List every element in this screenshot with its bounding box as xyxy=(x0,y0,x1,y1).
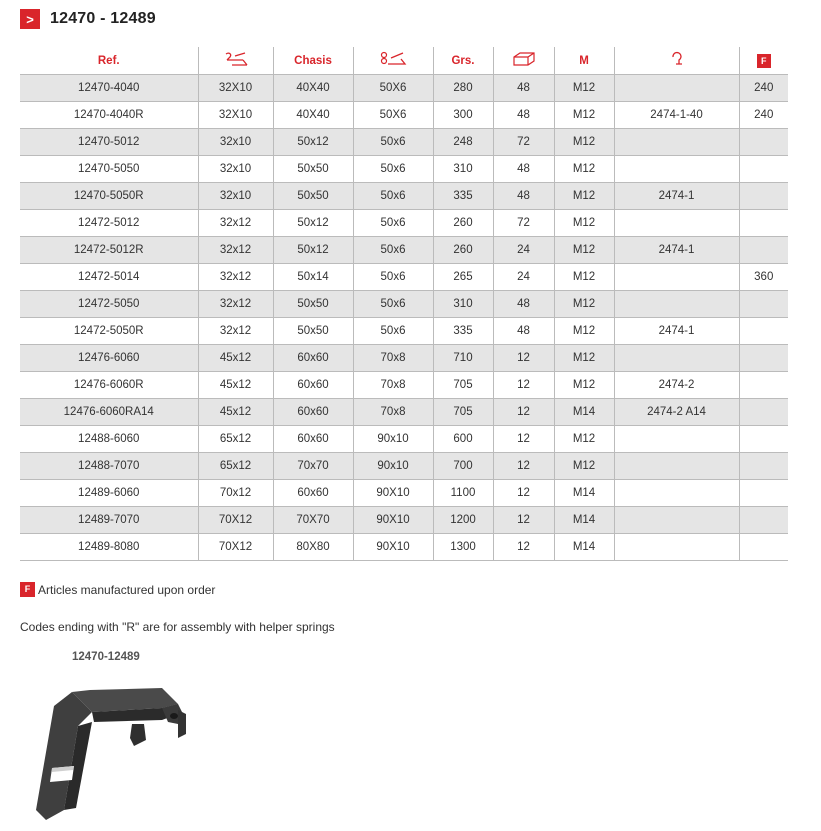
table-cell: 2474-1 xyxy=(614,318,739,345)
table-cell: 2474-2 A14 xyxy=(614,399,739,426)
table-cell: 265 xyxy=(433,264,493,291)
table-row xyxy=(20,534,788,561)
table-cell: 70x12 xyxy=(198,480,273,507)
table-cell: 50x50 xyxy=(273,318,353,345)
table-cell: 260 xyxy=(433,210,493,237)
table-row xyxy=(20,156,788,183)
table-cell xyxy=(739,372,788,399)
table-cell: 72 xyxy=(493,210,554,237)
table-cell: M12 xyxy=(554,291,614,318)
table-cell: 60x60 xyxy=(273,345,353,372)
table-cell: 50x6 xyxy=(353,129,433,156)
page-title: 12470 - 12489 xyxy=(50,10,156,27)
table-cell: 70x8 xyxy=(353,399,433,426)
page-header xyxy=(20,8,156,30)
table-cell: 12488-7070 xyxy=(20,453,198,480)
chevron-right-icon[interactable]: > xyxy=(20,9,40,29)
table-cell: 50x6 xyxy=(353,264,433,291)
table-cell: 12476-6060RA14 xyxy=(20,399,198,426)
table-cell xyxy=(614,345,739,372)
table-cell: 705 xyxy=(433,372,493,399)
table-cell: 90X10 xyxy=(353,480,433,507)
table-cell: 710 xyxy=(433,345,493,372)
table-cell xyxy=(739,534,788,561)
table-cell: 600 xyxy=(433,426,493,453)
table-cell: 32x12 xyxy=(198,264,273,291)
table-cell: 32x10 xyxy=(198,129,273,156)
table-cell: 360 xyxy=(739,264,788,291)
table-cell: M12 xyxy=(554,318,614,345)
table-cell: 12472-5050 xyxy=(20,291,198,318)
table-cell: 12472-5012 xyxy=(20,210,198,237)
table-cell xyxy=(614,426,739,453)
table-cell: 32x12 xyxy=(198,237,273,264)
table-cell xyxy=(739,237,788,264)
table-cell xyxy=(614,156,739,183)
table-cell: M12 xyxy=(554,183,614,210)
table-cell: 50x6 xyxy=(353,183,433,210)
bracket-dimension-icon xyxy=(223,51,249,70)
table-cell: 32X10 xyxy=(198,75,273,102)
table-cell: 50x50 xyxy=(273,183,353,210)
table-cell: M12 xyxy=(554,129,614,156)
table-row xyxy=(20,102,788,129)
table-cell: 50x12 xyxy=(273,129,353,156)
order-badge: F xyxy=(20,582,35,597)
column-header-icon xyxy=(614,47,739,75)
table-cell: 12470-5012 xyxy=(20,129,198,156)
table-cell: 12 xyxy=(493,372,554,399)
table-cell: M12 xyxy=(554,264,614,291)
table-cell: 12 xyxy=(493,426,554,453)
table-cell: 12 xyxy=(493,453,554,480)
table-cell: 12488-6060 xyxy=(20,426,198,453)
table-cell: 50x6 xyxy=(353,156,433,183)
table-row xyxy=(20,183,788,210)
table-cell: M12 xyxy=(554,345,614,372)
table-cell: 12470-4040 xyxy=(20,75,198,102)
table-row xyxy=(20,210,788,237)
table-cell: 70x70 xyxy=(273,453,353,480)
table-cell: 45x12 xyxy=(198,372,273,399)
table-cell: 12472-5012R xyxy=(20,237,198,264)
table-cell: 70x8 xyxy=(353,372,433,399)
table-cell: 32x10 xyxy=(198,183,273,210)
table-cell: 48 xyxy=(493,75,554,102)
bracket-product-image xyxy=(28,680,198,820)
table-cell: 2474-1-40 xyxy=(614,102,739,129)
table-cell: 60x60 xyxy=(273,480,353,507)
table-row xyxy=(20,129,788,156)
table-cell: 700 xyxy=(433,453,493,480)
table-cell: 248 xyxy=(433,129,493,156)
table-cell xyxy=(739,507,788,534)
table-cell xyxy=(739,291,788,318)
table-cell: 70x8 xyxy=(353,345,433,372)
table-cell xyxy=(614,75,739,102)
table-cell: 48 xyxy=(493,291,554,318)
table-cell: 1300 xyxy=(433,534,493,561)
table-cell: M12 xyxy=(554,75,614,102)
table-cell: 45x12 xyxy=(198,345,273,372)
table-cell: M12 xyxy=(554,210,614,237)
table-cell: 32x12 xyxy=(198,291,273,318)
column-header-icon xyxy=(353,47,433,75)
table-cell: 72 xyxy=(493,129,554,156)
image-caption: 12470-12489 xyxy=(72,651,140,663)
table-cell: 40X40 xyxy=(273,75,353,102)
table-cell: 80X80 xyxy=(273,534,353,561)
table-cell: 50x6 xyxy=(353,237,433,264)
table-cell: 12 xyxy=(493,480,554,507)
table-cell: 60x60 xyxy=(273,372,353,399)
table-cell xyxy=(614,534,739,561)
column-header-badge xyxy=(739,47,788,75)
table-cell xyxy=(739,426,788,453)
table-cell: M14 xyxy=(554,399,614,426)
table-cell: 1200 xyxy=(433,507,493,534)
spec-table xyxy=(20,47,788,561)
table-row xyxy=(20,453,788,480)
table-cell: 335 xyxy=(433,318,493,345)
table-cell: 70X12 xyxy=(198,534,273,561)
table-cell: 32x10 xyxy=(198,156,273,183)
table-cell: 70X70 xyxy=(273,507,353,534)
table-cell: 12472-5014 xyxy=(20,264,198,291)
column-header: Chasis xyxy=(273,47,353,75)
table-cell: 50x12 xyxy=(273,237,353,264)
table-cell: 12 xyxy=(493,399,554,426)
clip-hook-icon xyxy=(669,51,685,70)
table-cell: 90X10 xyxy=(353,534,433,561)
table-cell: 12472-5050R xyxy=(20,318,198,345)
table-cell: M12 xyxy=(554,453,614,480)
table-cell: 50x6 xyxy=(353,210,433,237)
table-cell xyxy=(739,210,788,237)
table-row xyxy=(20,372,788,399)
table-cell: 260 xyxy=(433,237,493,264)
table-cell xyxy=(739,183,788,210)
table-cell: 70X12 xyxy=(198,507,273,534)
table-cell: 240 xyxy=(739,102,788,129)
table-cell xyxy=(614,291,739,318)
table-cell: 2474-1 xyxy=(614,237,739,264)
table-row xyxy=(20,345,788,372)
table-cell: 300 xyxy=(433,102,493,129)
table-cell: 48 xyxy=(493,318,554,345)
helper-springs-note: Codes ending with "R" are for assembly with helper springs xyxy=(20,620,335,634)
table-cell: 335 xyxy=(433,183,493,210)
table-cell: 24 xyxy=(493,237,554,264)
table-cell: 2474-2 xyxy=(614,372,739,399)
column-header: M xyxy=(554,47,614,75)
table-cell: M12 xyxy=(554,156,614,183)
table-row xyxy=(20,426,788,453)
box-package-icon xyxy=(512,51,536,70)
order-badge: F xyxy=(757,54,771,68)
table-cell: M14 xyxy=(554,534,614,561)
table-cell xyxy=(739,399,788,426)
table-cell: M14 xyxy=(554,507,614,534)
column-header-icon xyxy=(198,47,273,75)
table-cell: 1100 xyxy=(433,480,493,507)
table-cell: 45x12 xyxy=(198,399,273,426)
table-cell: 50x50 xyxy=(273,156,353,183)
table-cell xyxy=(739,129,788,156)
table-cell: 310 xyxy=(433,291,493,318)
table-cell xyxy=(614,264,739,291)
spring-dimension-icon xyxy=(379,51,407,70)
table-cell: 705 xyxy=(433,399,493,426)
table-cell: 60x60 xyxy=(273,426,353,453)
table-cell: 65x12 xyxy=(198,453,273,480)
table-row xyxy=(20,237,788,264)
table-cell: 90x10 xyxy=(353,453,433,480)
table-cell xyxy=(614,129,739,156)
table-row xyxy=(20,264,788,291)
table-header-row xyxy=(20,47,788,75)
table-cell: M12 xyxy=(554,426,614,453)
table-cell: 240 xyxy=(739,75,788,102)
table-cell: 12476-6060R xyxy=(20,372,198,399)
table-cell: 12476-6060 xyxy=(20,345,198,372)
table-cell: 50x14 xyxy=(273,264,353,291)
table-row xyxy=(20,75,788,102)
table-cell: 90x10 xyxy=(353,426,433,453)
table-cell: 12470-5050R xyxy=(20,183,198,210)
table-body xyxy=(20,75,788,561)
table-row xyxy=(20,480,788,507)
order-note-text: Articles manufactured upon order xyxy=(38,582,216,597)
table-cell xyxy=(614,453,739,480)
table-cell: M14 xyxy=(554,480,614,507)
table-cell: 12 xyxy=(493,534,554,561)
table-cell: M12 xyxy=(554,372,614,399)
table-cell: 280 xyxy=(433,75,493,102)
table-cell: 50x12 xyxy=(273,210,353,237)
column-header: Grs. xyxy=(433,47,493,75)
table-cell: M12 xyxy=(554,237,614,264)
table-cell: 12489-8080 xyxy=(20,534,198,561)
table-cell xyxy=(739,453,788,480)
table-cell xyxy=(739,318,788,345)
table-cell: 24 xyxy=(493,264,554,291)
table-cell xyxy=(614,210,739,237)
table-cell: 50x50 xyxy=(273,291,353,318)
table-cell: 12470-5050 xyxy=(20,156,198,183)
table-row xyxy=(20,507,788,534)
table-cell: 12489-6060 xyxy=(20,480,198,507)
table-cell xyxy=(739,480,788,507)
table-cell: 12 xyxy=(493,507,554,534)
table-cell xyxy=(614,480,739,507)
table-cell: 32x12 xyxy=(198,318,273,345)
table-cell xyxy=(739,345,788,372)
column-header-icon xyxy=(493,47,554,75)
table-cell: 310 xyxy=(433,156,493,183)
table-cell: 90X10 xyxy=(353,507,433,534)
table-cell: 2474-1 xyxy=(614,183,739,210)
table-cell: 12 xyxy=(493,345,554,372)
table-cell: 32x12 xyxy=(198,210,273,237)
table-cell xyxy=(614,507,739,534)
table-cell: 50X6 xyxy=(353,102,433,129)
table-cell: 48 xyxy=(493,183,554,210)
table-row xyxy=(20,291,788,318)
table-cell: 48 xyxy=(493,156,554,183)
table-cell: 50X6 xyxy=(353,75,433,102)
table-cell: 32X10 xyxy=(198,102,273,129)
table-cell: 40X40 xyxy=(273,102,353,129)
table-cell: 12489-7070 xyxy=(20,507,198,534)
table-cell xyxy=(739,156,788,183)
table-cell: 50x6 xyxy=(353,318,433,345)
table-cell: 65x12 xyxy=(198,426,273,453)
column-header: Ref. xyxy=(20,47,198,75)
table-row xyxy=(20,318,788,345)
order-note xyxy=(20,582,215,597)
table-cell: M12 xyxy=(554,102,614,129)
table-cell: 48 xyxy=(493,102,554,129)
table-cell: 60x60 xyxy=(273,399,353,426)
table-row xyxy=(20,399,788,426)
table-cell: 12470-4040R xyxy=(20,102,198,129)
table-cell: 50x6 xyxy=(353,291,433,318)
